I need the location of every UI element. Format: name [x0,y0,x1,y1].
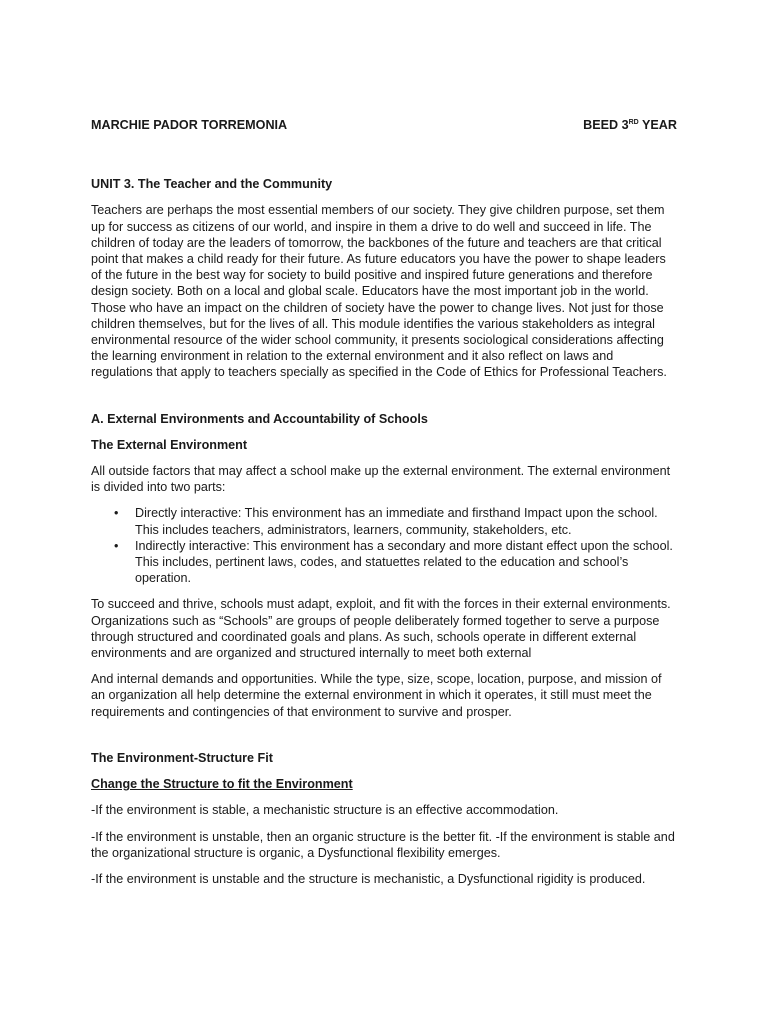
list-item-text: Directly interactive: This environment has an immediate and firsthand Impact upon the school. This includes teachers, administrators, learners, community, stakeholders, etc. [135,506,658,537]
fit-rule-line: -If the environment is unstable and the structure is mechanistic, a Dysfunctional rigidity is produced. [91,871,646,886]
section-a-title: A. External Environments and Accountability of Schools [91,411,428,426]
course-suffix: YEAR [638,118,677,132]
course-ordinal-sup: RD [628,119,639,126]
list-item-text: Indirectly interactive: This environment has a secondary and more distant effect upon the school. This includes, pertinent laws, codes, and statuettes related to the education and school’s operation. [135,538,673,586]
course-year [583,117,677,133]
list-item [114,538,677,587]
fit-rule-line: -If the environment is unstable, then an organic structure is the better fit. -If the environment is stable and the organizational structure is organic, a Dysfunctional flexibility emerges. [91,829,675,860]
list-item [114,505,677,537]
fit-rule-line: -If the environment is stable, a mechanistic structure is an effective accommodation. [91,803,559,818]
intro-paragraph: Teachers are perhaps the most essential members of our society. They give children purpose, set them up for success as citizens of our world, and inspire in them a drive to do well and succeed in life. The children of today are the leaders of tomorrow, the backbones of the future and teachers are that critical point that makes a child ready for their future. As future educators you have the power to shape leaders of the future in the best way for society to build positive and inspired future generations and therefore design society. Both on a local and global scale. Educators have the most important job in the world. Those who have an impact on the children of society have the power to change lives. Not just for those children themselves, but for the lives of all. This module identifies the various stakeholders as integral environmental resource of the wider school community, it presents sociological considerations affecting the learning environment in relation to the external environment and it also reflect on laws and regulations that apply to teachers specially as specified in the Code of Ethics for Professional Teachers. [91,203,667,380]
adapt-paragraph: To succeed and thrive, schools must adapt, exploit, and fit with the forces in their external environments. Organizations such as “Schools” are groups of people deliberately formed together to serve a purpose through structured and coordinated goals and plans. As such, schools operate in different external environments and are organized and structured internally to meet both external [91,597,671,661]
bullet-icon: • [114,538,119,553]
internal-demands-paragraph: And internal demands and opportunities. While the type, size, scope, location, purpose, and mission of an organization all help determine the external environment in which it operates, it still must meet the requirements and contingencies of that environment to survive and prosper. [91,672,662,719]
unit-title: UNIT 3. The Teacher and the Community [91,177,333,192]
document-page [91,117,677,897]
external-environment-paragraph: All outside factors that may affect a school make up the external environment. The external environment is divided into two parts: [91,464,671,495]
course-prefix: BEED 3 [583,118,629,132]
fit-section-title: The Environment-Structure Fit [91,750,273,765]
change-structure-heading: Change the Structure to fit the Environment [91,777,353,792]
author-name: MARCHIE PADOR TORREMONIA [91,118,288,132]
document-header [91,117,677,133]
bullet-icon: • [114,506,119,521]
external-environment-subtitle: The External Environment [91,437,248,452]
interaction-types-list [91,505,677,586]
